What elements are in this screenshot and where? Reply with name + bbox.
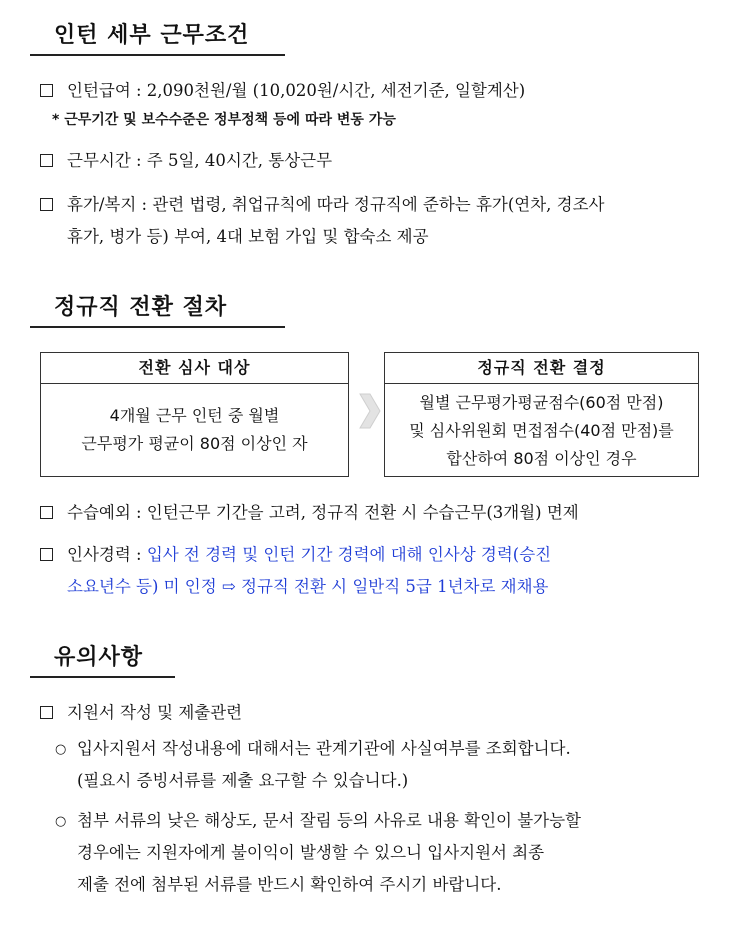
conversion-decision-box [384,352,699,477]
welfare-text-line2: 휴가, 병가 등) 부여, 4대 보험 가입 및 합숙소 제공 [67,227,429,246]
conversion-decision-line3: 합산하여 80점 이상인 경우 [446,449,637,468]
note-bullet-2-line1: 첨부 서류의 낮은 해상도, 문서 잘림 등의 사유로 내용 확인이 불가능할 [77,811,581,830]
career-text-line2: 소요년수 등) 미 인정 ⇨ 정규직 전환 시 일반직 5급 1년차로 재채용 [67,577,549,596]
salary-item [40,80,525,102]
application-item [40,702,242,724]
note-bullet-1-line1: 입사지원서 작성내용에 대해서는 관계기관에 사실여부를 조회합니다. [77,739,571,758]
welfare-item [40,194,604,216]
salary-text: 인턴급여 : 2,090천원/월 (10,020원/시간, 세전기준, 일할계산) [67,81,526,100]
hours-item [40,150,332,172]
section-title-notes: 유의사항 [30,640,175,678]
conversion-target-box [40,352,349,477]
circle-bullet-icon: ○ [55,742,67,757]
arrow-right-icon [358,386,382,436]
section-title-conversion-process: 정규직 전환 절차 [30,290,285,328]
note-bullet-1 [55,738,571,761]
checkbox-square-icon [40,154,53,167]
checkbox-square-icon [40,198,53,211]
note-bullet-2 [55,810,581,833]
section-title-intern-conditions: 인턴 세부 근무조건 [30,18,285,56]
career-label: 인사경력 : [67,545,147,564]
probation-text: 수습예외 : 인턴근무 기간을 고려, 정규직 전환 시 수습근무(3개월) 면제 [67,503,579,522]
checkbox-square-icon [40,548,53,561]
checkbox-square-icon [40,506,53,519]
career-item [40,544,551,566]
checkbox-square-icon [40,706,53,719]
probation-item [40,502,579,524]
checkbox-square-icon [40,84,53,97]
conversion-target-line1: 4개월 근무 인턴 중 월별 [109,406,280,425]
conversion-target-header: 전환 심사 대상 [41,353,348,384]
note-bullet-1-line2: (필요시 증빙서류를 제출 요구할 수 있습니다.) [77,771,409,790]
application-text: 지원서 작성 및 제출관련 [67,703,243,722]
conversion-decision-header: 정규직 전환 결정 [385,353,698,384]
note-bullet-2-line3: 제출 전에 첨부된 서류를 반드시 확인하여 주시기 바랍니다. [77,875,502,894]
conversion-target-line2: 근무평가 평균이 80점 이상인 자 [81,434,308,453]
conversion-decision-line2: 및 심사위원회 면접점수(40점 만점)를 [409,421,674,440]
circle-bullet-icon: ○ [55,814,67,829]
salary-note: * 근무기간 및 보수수준은 정부정책 등에 따라 변동 가능 [52,112,396,128]
conversion-decision-line1: 월별 근무평가평균점수(60점 만점) [419,393,664,412]
hours-text: 근무시간 : 주 5일, 40시간, 통상근무 [67,151,333,170]
note-bullet-2-line2: 경우에는 지원자에게 불이익이 발생할 수 있으니 입사지원서 최종 [77,843,545,862]
career-text-line1: 입사 전 경력 및 인턴 기간 경력에 대해 인사상 경력(승진 [146,545,552,564]
welfare-text-line1: 휴가/복지 : 관련 법령, 취업규칙에 따라 정규직에 준하는 휴가(연차, 경조사 [67,195,605,214]
